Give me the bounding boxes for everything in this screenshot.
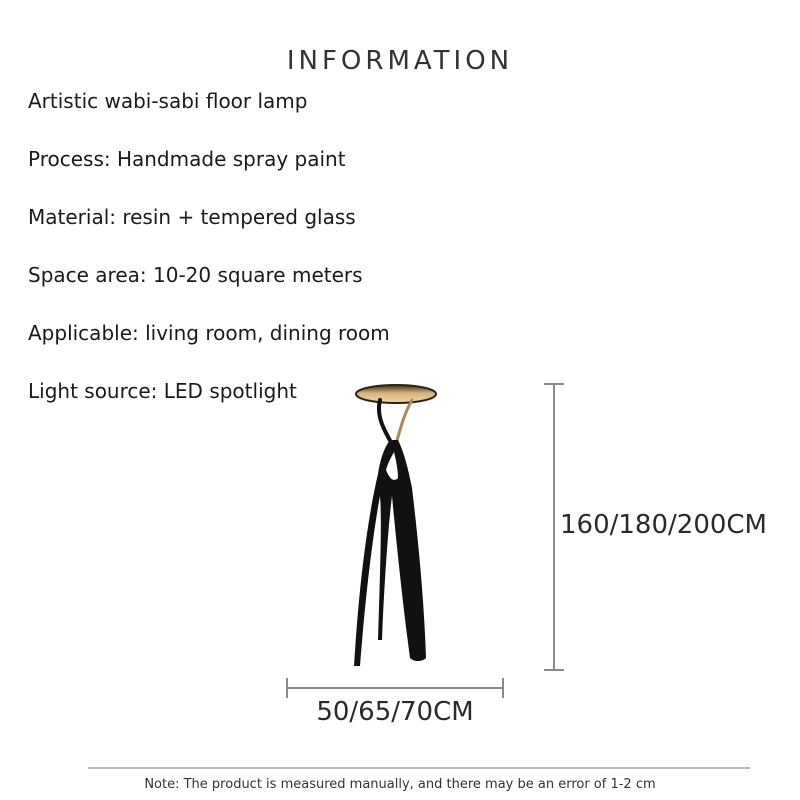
spec-material: Material: resin + tempered glass	[28, 205, 356, 229]
footer-divider	[88, 767, 750, 769]
floor-lamp-image	[340, 378, 450, 678]
lamp-arm-right	[396, 400, 412, 444]
spec-applicable: Applicable: living room, dining room	[28, 321, 390, 345]
width-dimension-label: 50/65/70CM	[316, 697, 474, 727]
spec-space-area: Space area: 10-20 square meters	[28, 263, 363, 287]
height-dimension-label: 160/180/200CM	[560, 510, 767, 540]
spec-product-name: Artistic wabi-sabi floor lamp	[28, 89, 308, 113]
page-title: INFORMATION	[286, 46, 514, 76]
spec-process: Process: Handmade spray paint	[28, 147, 346, 171]
spec-light-source: Light source: LED spotlight	[28, 379, 297, 403]
lamp-arm-left	[379, 400, 392, 444]
measurement-note: Note: The product is measured manually, and there may be an error of 1-2 cm	[144, 777, 656, 792]
lamp-shade	[356, 385, 436, 403]
